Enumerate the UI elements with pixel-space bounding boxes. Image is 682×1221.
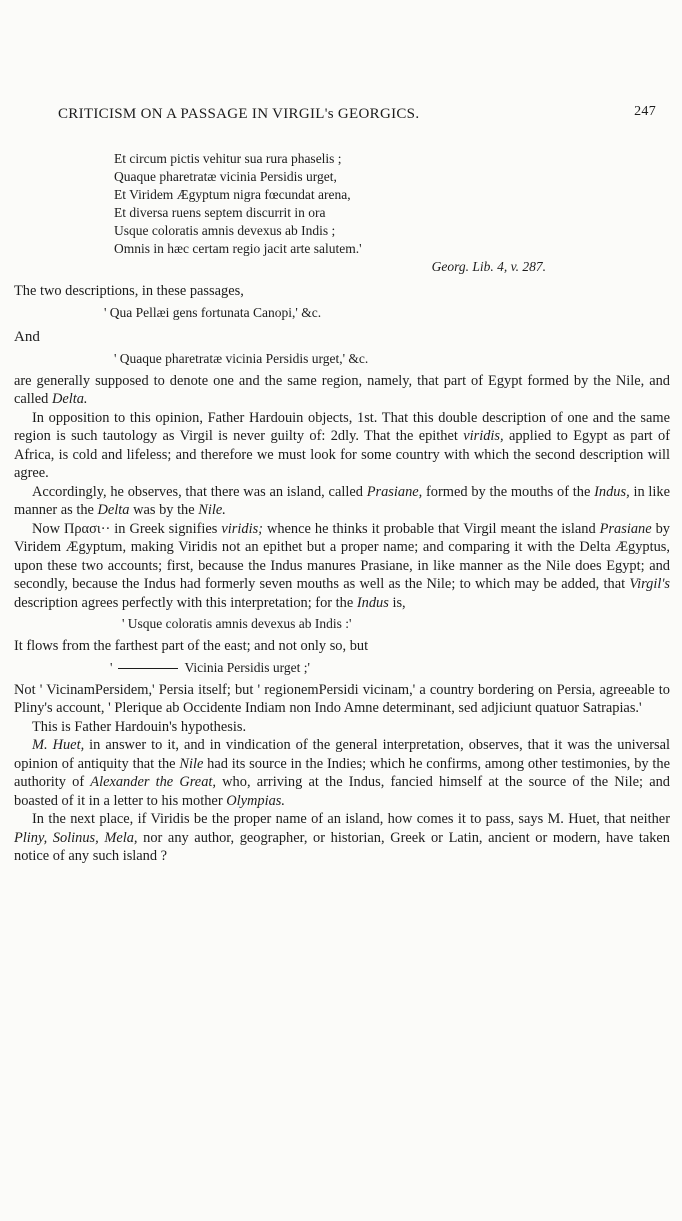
text-run: description agrees perfectly with this interpretation; for the [14, 594, 357, 611]
italic-run: Delta. [51, 391, 88, 407]
paragraph-huet [14, 736, 670, 810]
italic-run: Prasiane, [366, 483, 423, 500]
text-run: was by the [129, 502, 199, 518]
italic-run: M. Huet, [32, 737, 85, 753]
italic-run: Nile. [198, 502, 226, 518]
text-run: In the next place, if Viridis be the proper name of an island, how comes it to pass, says M. Huet, that neither [32, 811, 670, 827]
text-run: In opposition to this opinion, Father Hardouin objects, 1st. That this double description of one and the same region is such tautology as Virgil is never guilty of: 2dly. That the epithet [14, 409, 670, 444]
text-run: is, [388, 594, 406, 611]
text-run: by Viridem Ægyptum, making Viridis not an epithet but a proper name; and comparing it with the Delta Ægyptus, upon these two accounts; first, because the Indus manures Prasiane, in like manner as the Nile does Egypt; and secondly, because the Indus had formerly seven mouths as well as the Nile; to which may be added, that [14, 520, 670, 592]
italic-run: Nile [179, 755, 204, 772]
quote-coloratis: ' Usque coloratis amnis devexus ab Indis :' [122, 616, 352, 631]
omission-dash [118, 668, 178, 669]
text-run: applied to Egypt as part of Africa, is cold and lifeless; and therefore we must look for some country with which the second description will agree. [14, 428, 670, 481]
paragraph-generally [14, 372, 670, 409]
paragraph-opposition [14, 409, 670, 483]
italic-run: viridis, [463, 428, 504, 444]
quote-pharetratae: ' Quaque pharetratæ vicinia Persidis urget,' &c. [114, 350, 369, 366]
quote-text: Vicinia Persidis urget ;' [184, 659, 310, 675]
italic-run: Delta [97, 502, 130, 518]
text-run: in like manner as the [14, 483, 670, 518]
verse-line: Quaque pharetratæ vicinia Persidis urget, [114, 169, 337, 184]
italic-run: Prasiane [599, 520, 652, 537]
page-body [14, 150, 670, 866]
verse-citation: Georg. Lib. 4, v. 287. [431, 259, 546, 274]
italic-run: Virgil's [629, 576, 670, 592]
paragraph-two-descriptions: The two descriptions, in these passages, [14, 283, 244, 299]
italic-run: Indus [356, 594, 389, 611]
paragraph-not: Not ' VicinamPersidem,' Persia itself; but ' regionemPersidi vicinam,' a country bordering on Persia, agreeable to Pliny's account, ' Plerique ab Occidente Indiam non Indo Amne determinant, sed adjiciunt quatuor Satrapias.' [14, 681, 670, 716]
italic-run: Alexander the Great, [90, 774, 216, 790]
paragraph-accordingly [14, 483, 670, 520]
italic-run: Indus, [594, 483, 630, 500]
text-run: who, arriving at the Indus, fancied himself at the source of the Nile; and boasted of it in a letter to his mother [14, 774, 671, 809]
quote-vicinia [110, 658, 670, 678]
text-run: in answer to it, and in vindication of the general interpretation, observes, that it was the universal opinion of antiquity that the [14, 737, 670, 772]
text-run: had its source in the Indies; which he confirms, among other testimonies, by the authority of [14, 755, 670, 790]
open-quote: ' [110, 659, 113, 675]
connective-and: And [14, 328, 40, 345]
paragraph-next-place [14, 810, 670, 866]
running-title: CRITICISM ON A PASSAGE IN VIRGIL's GEORGICS. [58, 106, 420, 122]
paragraph-hypothesis: This is Father Hardouin's hypothesis. [32, 718, 247, 735]
text-run: Now Πρασι·· in Greek signifies [32, 520, 222, 537]
text-run: Accordingly, he observes, that there was an island, called [32, 483, 367, 500]
italic-run: Olympias. [226, 792, 285, 809]
quote-canopi: ' Qua Pellæi gens fortunata Canopi,' &c. [104, 304, 322, 320]
verse-line: Usque coloratis amnis devexus ab Indis ; [114, 223, 336, 238]
italic-run: Pliny, Solinus, Mela, [14, 829, 138, 846]
text-run: are generally supposed to denote one and the same region, namely, that part of Egypt formed by the Nile, and called [14, 372, 670, 407]
text-run: formed by the mouths of the [422, 483, 595, 500]
verse-line: Et diversa ruens septem discurrit in ora [114, 205, 326, 220]
verse-quotation [114, 150, 670, 258]
text-run: whence he thinks it probable that Virgil meant the island [262, 520, 600, 537]
paragraph-flows: It flows from the farthest part of the east; and not only so, but [14, 638, 369, 654]
running-header [58, 106, 656, 123]
verse-line: Omnis in hæc certam regio jacit arte salutem.' [114, 241, 362, 256]
page-number: 247 [634, 104, 656, 119]
paragraph-now [14, 520, 670, 613]
text-run: nor any author, geographer, or historian, Greek or Latin, ancient or modern, have taken notice of any such island ? [14, 829, 670, 864]
verse-line: Et Viridem Ægyptum nigra fœcundat arena, [114, 187, 351, 202]
italic-run: viridis; [221, 520, 263, 537]
verse-line: Et circum pictis vehitur sua rura phaselis ; [114, 151, 342, 166]
